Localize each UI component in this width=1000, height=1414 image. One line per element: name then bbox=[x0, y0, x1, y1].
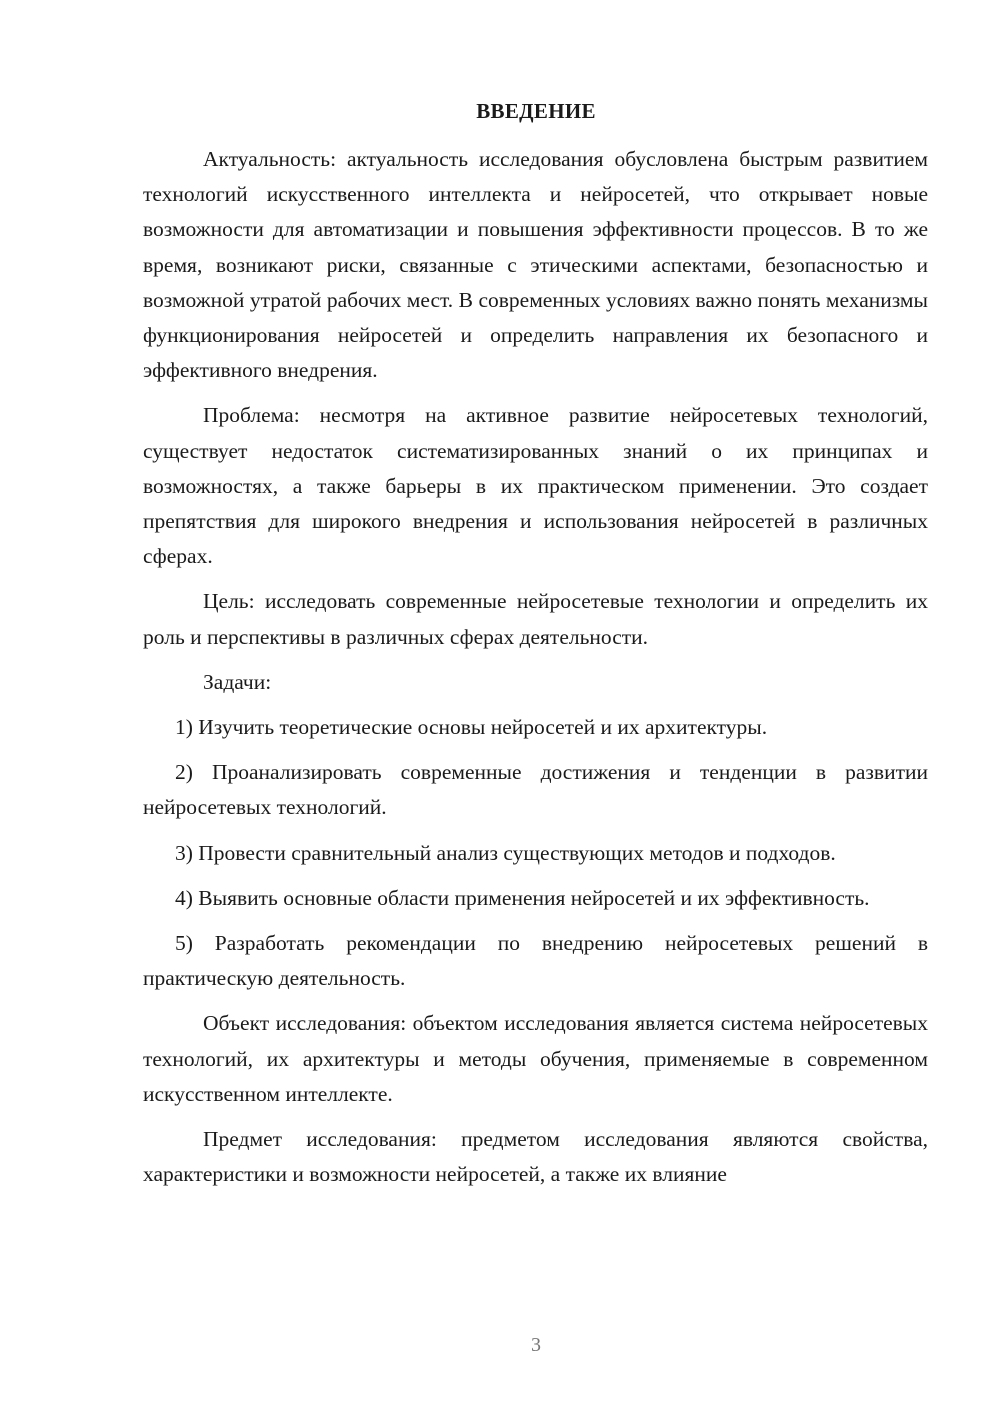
paragraph-relevance: Актуальность: актуальность исследования обусловлена быстрым развитием технологий искусственного интеллекта и нейросетей, что открывает новые возможности для автоматизации и повышения эффективности процессов. В то же время, возникают риски, связанные с этическими аспектами, безопасностью и возможной утратой рабочих мест. В современных условиях важно понять механизмы функционирования нейросетей и определить направления их безопасного и эффективного внедрения. bbox=[143, 147, 928, 383]
paragraph-problem: Проблема: несмотря на активное развитие нейросетевых технологий, существует недостаток систематизированных знаний о их принципах и возможностях, а также барьеры в их практическом применении. Это создает препятствия для широкого внедрения и использования нейросетей в различных сферах. bbox=[143, 403, 928, 569]
task-item: 4) Выявить основные области применения нейросетей и их эффективность. bbox=[175, 885, 870, 910]
task-item: 1) Изучить теоретические основы нейросетей и их архитектуры. bbox=[175, 715, 768, 740]
paragraph-goal: Цель: исследовать современные нейросетевые технологии и определить их роль и перспективы в различных сферах деятельности. bbox=[143, 589, 928, 649]
page-title: ВВЕДЕНИЕ bbox=[476, 99, 596, 123]
document-body bbox=[143, 142, 928, 1202]
task-item: 3) Провести сравнительный анализ существующих методов и подходов. bbox=[175, 840, 836, 865]
tasks-heading: Задачи: bbox=[203, 669, 272, 694]
paragraph-object: Объект исследования: объектом исследования является система нейросетевых технологий, их архитектуры и методы обучения, применяемые в современном искусственном интеллекте. bbox=[143, 1011, 928, 1106]
task-item: 2) Проанализировать современные достижения и тенденции в развитии нейросетевых технологий. bbox=[143, 760, 928, 820]
task-item: 5) Разработать рекомендации по внедрению нейросетевых решений в практическую деятельность. bbox=[143, 931, 928, 991]
page-number: 3 bbox=[531, 1334, 541, 1356]
paragraph-subject: Предмет исследования: предметом исследования являются свойства, характеристики и возможности нейросетей, а также их влияние bbox=[143, 1127, 928, 1187]
